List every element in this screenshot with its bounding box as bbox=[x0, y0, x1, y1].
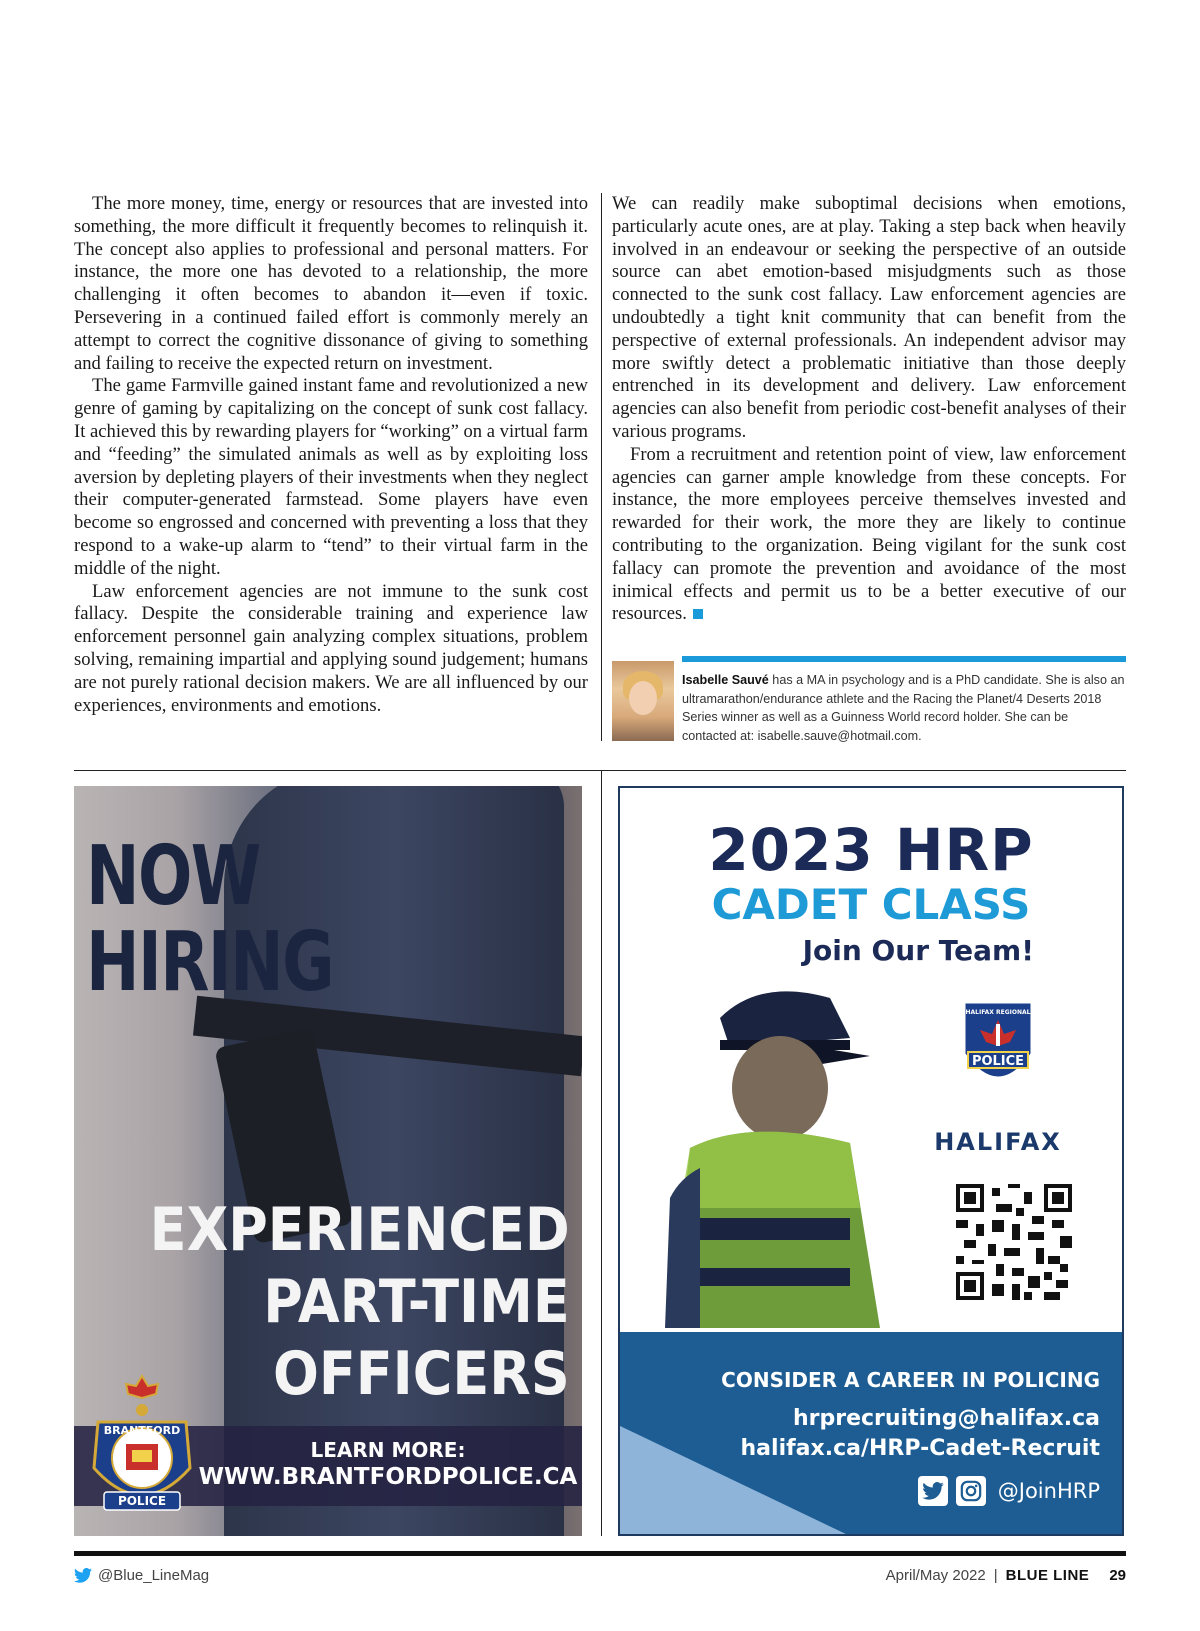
footer-twitter-handle: @Blue_LineMag bbox=[98, 1567, 210, 1584]
twitter-icon[interactable] bbox=[918, 1476, 948, 1506]
author-bio bbox=[612, 656, 1126, 746]
footer-issue-info bbox=[886, 1567, 1126, 1584]
hrp-email-link[interactable]: hrprecruiting@halifax.ca bbox=[792, 1406, 1100, 1431]
footer-twitter[interactable] bbox=[74, 1567, 209, 1584]
ad-subheadline bbox=[150, 1194, 570, 1410]
article-paragraph: The game Farmville gained instant fame and revolutionized a new genre of gaming by capitalizing on the concept of sunk cost fallacy. It achieved this by rewarding players for “working” on a virtual farm and “feeding” the simulated animals as well as by exploiting loss aversion by depleting players of their investments when they neglect their computer-generated farmstead. Some players have even become so engrossed and concerned with preventing a loss that they respond to a wake-up alarm to “tend” to their virtual farm in the middle of the night. bbox=[74, 375, 588, 579]
footer-magazine-name: BLUE LINE bbox=[1005, 1567, 1090, 1584]
article-paragraph: We can readily make suboptimal decisions when emotions, particularly acute ones, are at play. Taking a step back when heavily involved in an endeavour or seeking the perspective of an outside source can abet emotion-based misjudgments such as those connected to the sunk cost fallacy. Law enforcement agencies are undoubtedly a tight knit community that can benefit from the perspective of external professionals. An independent advisor may more swiftly detect a problematic initiative than those deeply entrenched in its development and delivery. Law enforcement agencies can also benefit from periodic cost-benefit analyses of their various programs. bbox=[612, 193, 1126, 442]
brantford-police-badge-icon bbox=[86, 1372, 198, 1522]
hrp-social-row bbox=[918, 1474, 1100, 1508]
badge-bottom-text: POLICE bbox=[117, 1494, 167, 1508]
bio-accent-bar bbox=[682, 656, 1126, 662]
article-column-right bbox=[612, 193, 1126, 626]
brantford-url-link[interactable]: WWW.BRANTFORDPOLICE.CA bbox=[198, 1464, 578, 1490]
hrp-social-handle[interactable]: @JoinHRP bbox=[997, 1479, 1100, 1503]
end-mark-icon bbox=[693, 609, 703, 619]
bio-description: has a MA in psychology and is a PhD candidate. She is also an ultramarathon/endurance athlete and the Racing the Planet/4 Deserts 2018 Series winner as well as a Guinness World record holder. She can be contacted at: isabelle.sauve@hotmail.com. bbox=[682, 673, 1125, 743]
page-number: 29 bbox=[1109, 1567, 1126, 1584]
ad-headline-line: NOW bbox=[86, 829, 260, 924]
ad-subheadline-line: EXPERIENCED bbox=[149, 1195, 570, 1265]
footer-separator: | bbox=[993, 1567, 998, 1584]
author-name: Isabelle Sauvé bbox=[682, 673, 769, 687]
hrp-badge-top-text: HALIFAX REGIONAL bbox=[965, 1009, 1031, 1016]
column-divider bbox=[601, 193, 602, 741]
article-paragraph: The more money, time, energy or resources that are invested into something, the more difficult it frequently becomes to relinquish it. The concept also applies to professional and personal matters. For instance, the more one has devoted to a relationship, the more challenging it often becomes to abandon it—even if toxic. Persevering in a continued failed effort is commonly merely an attempt to correct the cognitive dissonance of giving to something and failing to receive the expected return on investment. bbox=[74, 193, 588, 374]
bio-text bbox=[682, 671, 1126, 745]
badge-top-text: BRANTFORD bbox=[103, 1424, 181, 1437]
article-paragraph: Law enforcement agencies are not immune to the sunk cost fallacy. Despite the considerable training and experience law enforcement personnel gain analyzing complex situations, problem solving, remaining impartial and applying sound judgement; humans are not purely rational decision makers. We are all influenced by our experiences, environments and emotions. bbox=[74, 580, 588, 716]
article-paragraph-text: From a recruitment and retention point of view, law enforcement agencies can garner ample knowledge from these concepts. For instance, the more employees perceive themselves invested and rewarded for their work, the more they are likely to continue contributing to the organization. Being vigilant for the sunk cost fallacy can promote the prevention and avoidance of the most inimical effects and permit us to be a better executive of our resources. bbox=[612, 443, 1126, 625]
footer-issue-date: April/May 2022 bbox=[885, 1567, 986, 1584]
article-column-left bbox=[74, 193, 588, 717]
ads-divider bbox=[601, 770, 602, 1536]
hrp-badge-main-text: POLICE bbox=[971, 1054, 1025, 1069]
halifax-logo-text: HALIFAX bbox=[934, 1128, 1062, 1156]
twitter-icon bbox=[74, 1568, 92, 1583]
brantford-police-ad bbox=[74, 786, 582, 1536]
officer-illustration bbox=[660, 978, 890, 1328]
ad-subheadline-line: OFFICERS bbox=[273, 1339, 570, 1409]
hrp-cadet-ad bbox=[618, 786, 1124, 1536]
hrp-title: 2023 HRP bbox=[708, 816, 1034, 884]
footer-rule bbox=[74, 1551, 1126, 1556]
hrp-join-text: Join Our Team! bbox=[802, 934, 1034, 967]
halifax-police-badge-icon bbox=[958, 994, 1038, 1104]
author-photo bbox=[612, 661, 674, 741]
article-paragraph bbox=[612, 444, 1126, 626]
hrp-website-link[interactable]: halifax.ca/HRP-Cadet-Recruit bbox=[740, 1436, 1100, 1461]
hrp-career-text: CONSIDER A CAREER IN POLICING bbox=[721, 1368, 1100, 1392]
instagram-icon[interactable] bbox=[956, 1476, 986, 1506]
ad-subheadline-line: PART-TIME bbox=[263, 1267, 570, 1337]
learn-more-label: LEARN MORE: bbox=[310, 1438, 466, 1462]
qr-code-icon[interactable] bbox=[956, 1184, 1072, 1300]
ads-top-rule bbox=[74, 770, 1126, 771]
hrp-subtitle: CADET CLASS bbox=[711, 880, 1031, 929]
ad-headline bbox=[86, 829, 334, 1010]
ad-headline-line: HIRING bbox=[86, 915, 334, 1010]
